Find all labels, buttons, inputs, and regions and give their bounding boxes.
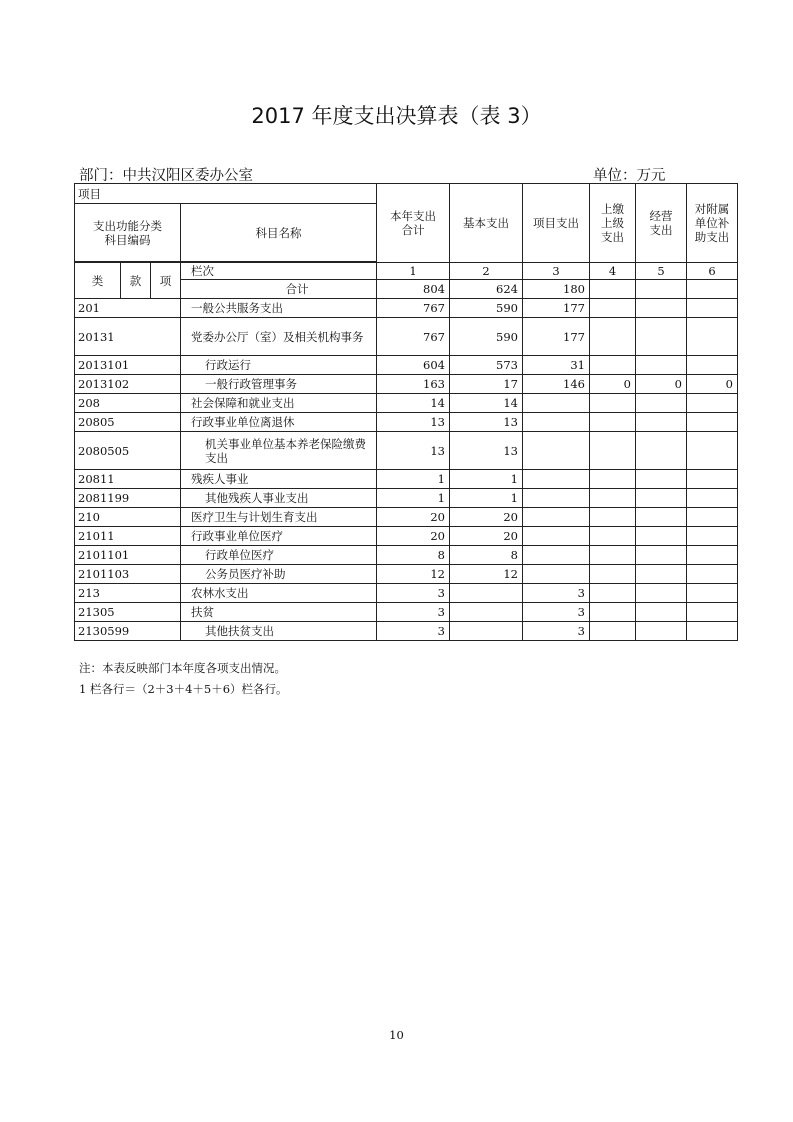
note-1: 注：本表反映部门本年度各项支出情况。	[79, 661, 286, 675]
row-v5: 0	[636, 375, 687, 394]
row-v1: 3	[377, 622, 450, 641]
row-code: 2101103	[75, 565, 181, 584]
row-v1: 3	[377, 603, 450, 622]
row-v5	[636, 603, 687, 622]
row-subject-name: 公务员医疗补助	[181, 565, 377, 584]
row-v3	[523, 394, 590, 413]
row-v3	[523, 413, 590, 432]
col-num-6: 6	[687, 263, 738, 280]
row-code: 2013101	[75, 356, 181, 375]
row-v1: 1	[377, 470, 450, 489]
row-v5	[636, 318, 687, 356]
total-v5	[636, 280, 687, 299]
row-v5	[636, 489, 687, 508]
table-row	[75, 394, 738, 413]
row-v4	[590, 565, 636, 584]
department-label: 部门：中共汉阳区委办公室	[79, 168, 253, 184]
row-v2: 17	[450, 375, 523, 394]
total-v1: 804	[377, 280, 450, 299]
header-subject-name: 科目名称	[181, 204, 377, 262]
row-subject-name: 农林水支出	[181, 584, 377, 603]
total-v3: 180	[523, 280, 590, 299]
table-row	[75, 470, 738, 489]
row-v2	[450, 603, 523, 622]
row-v6	[687, 394, 738, 413]
row-v5	[636, 527, 687, 546]
expenditure-table	[74, 183, 738, 641]
row-code: 208	[75, 394, 181, 413]
col-num-3: 3	[523, 263, 590, 280]
table-row	[75, 432, 738, 470]
row-subject-name: 行政事业单位医疗	[181, 527, 377, 546]
header-basic: 基本支出	[450, 184, 523, 263]
row-v6	[687, 546, 738, 565]
header-lei: 类	[75, 263, 121, 299]
row-v3	[523, 470, 590, 489]
row-v5	[636, 413, 687, 432]
row-v2: 12	[450, 565, 523, 584]
row-v2: 13	[450, 432, 523, 470]
row-v4	[590, 603, 636, 622]
row-code: 20811	[75, 470, 181, 489]
table-row	[75, 622, 738, 641]
row-v1: 14	[377, 394, 450, 413]
row-v2: 1	[450, 489, 523, 508]
row-v2	[450, 584, 523, 603]
row-v4	[590, 527, 636, 546]
header-kuan: 款	[121, 263, 151, 299]
row-v1: 604	[377, 356, 450, 375]
row-v1: 767	[377, 299, 450, 318]
row-v3	[523, 489, 590, 508]
page-title: 2017 年度支出决算表（表 3）	[251, 104, 542, 128]
row-v4	[590, 622, 636, 641]
row-v6	[687, 356, 738, 375]
row-v3: 146	[523, 375, 590, 394]
row-v6	[687, 432, 738, 470]
row-v4	[590, 432, 636, 470]
table-row	[75, 413, 738, 432]
row-subject-name: 其他扶贫支出	[181, 622, 377, 641]
header-item: 项目	[75, 184, 377, 204]
row-v4	[590, 413, 636, 432]
header-project: 项目支出	[523, 184, 590, 263]
table-body	[75, 299, 738, 641]
table-row	[75, 375, 738, 394]
row-v6	[687, 584, 738, 603]
row-v6	[687, 565, 738, 584]
row-v5	[636, 356, 687, 375]
row-v1: 12	[377, 565, 450, 584]
table-row	[75, 603, 738, 622]
row-subject-name: 其他残疾人事业支出	[181, 489, 377, 508]
header-upper: 上缴 上级 支出	[590, 184, 636, 263]
row-code: 2080505	[75, 432, 181, 470]
row-code: 21011	[75, 527, 181, 546]
col-num-4: 4	[590, 263, 636, 280]
row-v4: 0	[590, 375, 636, 394]
total-label: 合计	[181, 280, 377, 299]
row-v6	[687, 527, 738, 546]
table-row	[75, 508, 738, 527]
row-subject-name: 社会保障和就业支出	[181, 394, 377, 413]
row-v1: 20	[377, 527, 450, 546]
row-subject-name: 一般行政管理事务	[181, 375, 377, 394]
row-code: 2081199	[75, 489, 181, 508]
row-v2: 8	[450, 546, 523, 565]
row-subject-name: 一般公共服务支出	[181, 299, 377, 318]
row-v5	[636, 394, 687, 413]
row-v2: 20	[450, 508, 523, 527]
row-v2: 13	[450, 413, 523, 432]
row-subject-name: 机关事业单位基本养老保险缴费支出	[181, 432, 377, 470]
row-v3: 3	[523, 622, 590, 641]
total-v6	[687, 280, 738, 299]
header-lanci: 栏次	[181, 263, 377, 280]
header-operating: 经营 支出	[636, 184, 687, 263]
total-v2: 624	[450, 280, 523, 299]
row-v6	[687, 622, 738, 641]
row-v1: 3	[377, 584, 450, 603]
row-v4	[590, 394, 636, 413]
row-v6	[687, 489, 738, 508]
row-v6	[687, 603, 738, 622]
row-subject-name: 医疗卫生与计划生育支出	[181, 508, 377, 527]
unit-label: 单位：万元	[593, 168, 666, 184]
row-v5	[636, 432, 687, 470]
row-v1: 1	[377, 489, 450, 508]
row-v4	[590, 318, 636, 356]
row-v5	[636, 565, 687, 584]
row-subject-name: 党委办公厅（室）及相关机构事务	[181, 318, 377, 356]
row-v3	[523, 527, 590, 546]
row-v1: 20	[377, 508, 450, 527]
row-v1: 163	[377, 375, 450, 394]
row-subject-name: 扶贫	[181, 603, 377, 622]
row-code: 213	[75, 584, 181, 603]
total-v4	[590, 280, 636, 299]
note-2: 1 栏各行＝（2＋3＋4＋5＋6）栏各行。	[79, 682, 288, 696]
row-v1: 767	[377, 318, 450, 356]
table-row	[75, 546, 738, 565]
row-subject-name: 行政事业单位离退休	[181, 413, 377, 432]
row-subject-name: 残疾人事业	[181, 470, 377, 489]
row-v5	[636, 584, 687, 603]
row-v3	[523, 508, 590, 527]
row-code: 20131	[75, 318, 181, 356]
row-v5	[636, 508, 687, 527]
header-subsidiary: 对附属 单位补 助支出	[687, 184, 738, 263]
row-v6	[687, 508, 738, 527]
row-v5	[636, 470, 687, 489]
col-num-2: 2	[450, 263, 523, 280]
row-code: 210	[75, 508, 181, 527]
row-v3	[523, 546, 590, 565]
row-v2: 590	[450, 299, 523, 318]
row-v6	[687, 413, 738, 432]
row-v4	[590, 299, 636, 318]
page-number: 10	[389, 1028, 404, 1042]
row-v5	[636, 299, 687, 318]
row-v3	[523, 565, 590, 584]
row-v4	[590, 508, 636, 527]
row-v1: 13	[377, 413, 450, 432]
table-row	[75, 318, 738, 356]
table-row	[75, 299, 738, 318]
row-v6	[687, 470, 738, 489]
row-subject-name: 行政运行	[181, 356, 377, 375]
row-v6: 0	[687, 375, 738, 394]
col-num-1: 1	[377, 263, 450, 280]
header-func-class: 支出功能分类 科目编码	[75, 204, 181, 262]
row-v4	[590, 546, 636, 565]
row-v4	[590, 470, 636, 489]
row-v6	[687, 318, 738, 356]
row-code: 2101101	[75, 546, 181, 565]
row-v2: 1	[450, 470, 523, 489]
table-row	[75, 584, 738, 603]
row-v3: 177	[523, 299, 590, 318]
col-num-5: 5	[636, 263, 687, 280]
row-v3	[523, 432, 590, 470]
row-v5	[636, 622, 687, 641]
row-v4	[590, 356, 636, 375]
row-v1: 8	[377, 546, 450, 565]
row-subject-name: 行政单位医疗	[181, 546, 377, 565]
row-v1: 13	[377, 432, 450, 470]
row-code: 2130599	[75, 622, 181, 641]
table-row	[75, 565, 738, 584]
table-row	[75, 527, 738, 546]
row-code: 201	[75, 299, 181, 318]
row-v2: 20	[450, 527, 523, 546]
row-v5	[636, 546, 687, 565]
row-v3: 3	[523, 603, 590, 622]
row-v3: 31	[523, 356, 590, 375]
row-code: 20805	[75, 413, 181, 432]
row-v4	[590, 584, 636, 603]
row-v6	[687, 299, 738, 318]
row-code: 21305	[75, 603, 181, 622]
table-row	[75, 356, 738, 375]
row-code: 2013102	[75, 375, 181, 394]
row-v2: 590	[450, 318, 523, 356]
table-row	[75, 489, 738, 508]
row-v2: 14	[450, 394, 523, 413]
header-total: 本年支出 合计	[377, 184, 450, 263]
row-v3: 177	[523, 318, 590, 356]
row-v2: 573	[450, 356, 523, 375]
row-v2	[450, 622, 523, 641]
row-v3: 3	[523, 584, 590, 603]
header-xiang: 项	[151, 263, 181, 299]
row-v4	[590, 489, 636, 508]
